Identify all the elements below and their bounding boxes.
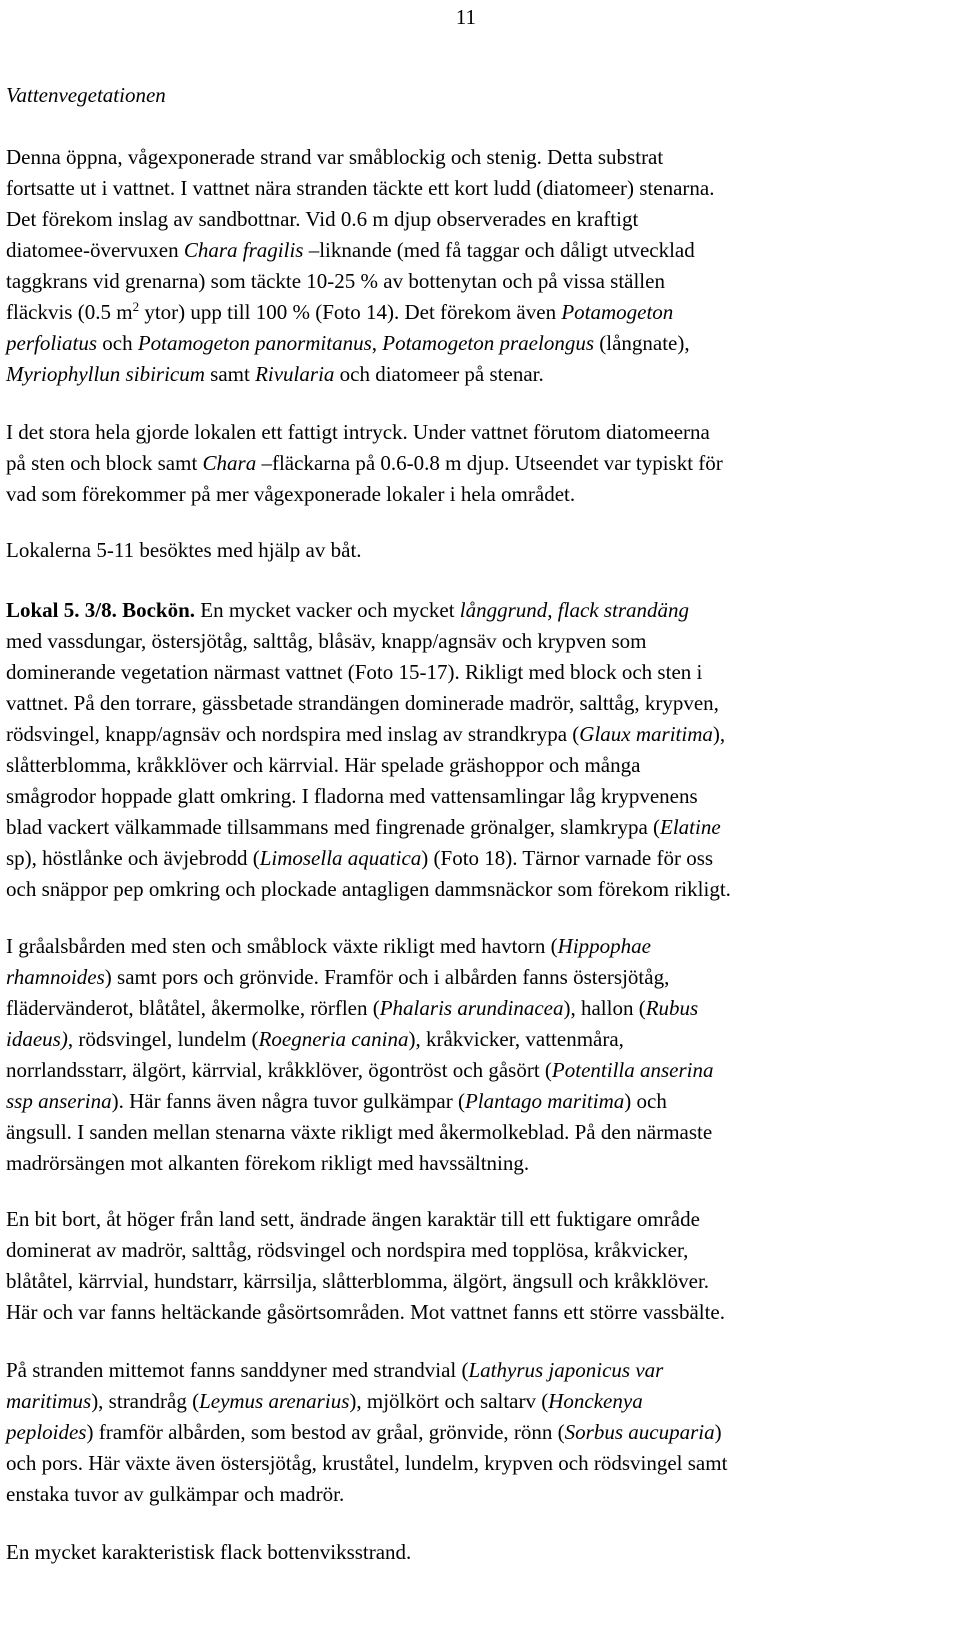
- text-run: och snäppor pep omkring och plockade antagligen dammsnäckor som förekom rikligt.: [6, 877, 731, 901]
- text-run: dominerande vegetation närmast vattnet (Foto 15-17). Rikligt med block och sten i: [6, 660, 703, 684]
- species-name: ssp anserina: [6, 1089, 112, 1113]
- text-run: blåtåtel, kärrvial, hundstarr, kärrsilja, slåtterblomma, älgört, ängsull och kråkklöver.: [6, 1269, 710, 1293]
- text-run: vad som förekommer på mer vågexponerade lokaler i hela området.: [6, 482, 576, 506]
- text-line: [6, 142, 960, 173]
- species-name: Leymus arenarius: [199, 1389, 350, 1413]
- text-line: [6, 1204, 960, 1235]
- text-line: [6, 1355, 960, 1386]
- text-line: [6, 595, 960, 626]
- text-run: ), hallon (: [563, 996, 646, 1020]
- text-run: Lokalerna 5-11 besöktes med hjälp av båt.: [6, 538, 362, 562]
- species-name: Hippophae: [557, 934, 651, 958]
- text-line: [6, 1479, 960, 1510]
- text-run: , rödsvingel, lundelm (: [67, 1027, 259, 1051]
- text-line: [6, 812, 960, 843]
- species-name: Plantago maritima: [464, 1089, 625, 1113]
- species-name: peploides: [6, 1420, 87, 1444]
- species-name: Phalaris arundinacea: [379, 996, 564, 1020]
- text-line: [6, 266, 960, 297]
- text-run: smågrodor hoppade glatt omkring. I fladorna med vattensamlingar låg krypvenens: [6, 784, 698, 808]
- text-run: och pors. Här växte även östersjötåg, kruståtel, lundelm, krypven och rödsvingel samt: [6, 1451, 728, 1475]
- species-name: Glaux maritima: [579, 722, 713, 746]
- text-run: ): [714, 1420, 722, 1444]
- paragraph-impression: [6, 417, 960, 510]
- text-run: –fläckarna på 0.6-0.8 m djup. Utseendet var typiskt för: [256, 451, 723, 475]
- paragraph-shore-substrate: [6, 142, 960, 390]
- text-run: På stranden mittemot fanns sanddyner med strandvial (: [6, 1358, 469, 1382]
- species-name: långgrund, flack strandäng: [459, 598, 690, 622]
- text-run: sp), höstlånke och ävjebrodd (: [6, 846, 260, 870]
- text-run: madrörsängen mot alkanten förekom rikligt med havssältning.: [6, 1151, 530, 1175]
- species-name: Potentilla anserina: [551, 1058, 714, 1082]
- text-line: [6, 1448, 960, 1479]
- text-line: [6, 1537, 960, 1568]
- page-number: 11: [455, 5, 476, 29]
- text-run: ), mjölkört och saltarv (: [349, 1389, 549, 1413]
- text-line: [6, 535, 960, 566]
- text-run: I det stora hela gjorde lokalen ett fattigt intryck. Under vattnet förutom diatomeerna: [6, 420, 710, 444]
- text-run: ) (Foto 18). Tärnor varnade för oss: [421, 846, 714, 870]
- text-run: ) och: [624, 1089, 667, 1113]
- text-line: [6, 1086, 960, 1117]
- text-run: på sten och block samt: [6, 451, 203, 475]
- text-line: [6, 719, 960, 750]
- species-name: Potamogeton: [561, 300, 674, 324]
- text-run: vattnet. På den torrare, gässbetade strandängen dominerade madrör, salttåg, krypven,: [6, 691, 719, 715]
- text-line: [6, 1297, 960, 1328]
- text-run: ). Här fanns även några tuvor gulkämpar (: [111, 1089, 465, 1113]
- text-run: med vassdungar, östersjötåg, salttåg, blåsäv, knapp/agnsäv och krypven som: [6, 629, 647, 653]
- paragraph-wetter-area: [6, 1204, 960, 1328]
- text-line: [6, 1148, 960, 1179]
- species-name: Lathyrus japonicus var: [468, 1358, 664, 1382]
- text-run: flädervänderot, blåtåtel, åkermolke, rörflen (: [6, 996, 380, 1020]
- text-line: [6, 1055, 960, 1086]
- species-name: Potamogeton praelongus: [382, 331, 594, 355]
- text-run: Det förekom inslag av sandbottnar. Vid 0.6 m djup observerades en kraftigt: [6, 207, 639, 231]
- paragraph-sand-dunes: [6, 1355, 960, 1510]
- species-name: Roegneria canina: [258, 1027, 409, 1051]
- paragraph-boat-visit: [6, 535, 960, 566]
- species-name: Rivularia: [255, 362, 335, 386]
- text-run: diatomee-övervuxen: [6, 238, 184, 262]
- text-run: En bit bort, åt höger från land sett, ändrade ängen karaktär till ett fuktigare område: [6, 1207, 700, 1231]
- species-name: Sorbus aucuparia: [564, 1420, 715, 1444]
- text-run: (långnate),: [594, 331, 690, 355]
- section-heading: Vattenvegetationen: [6, 83, 166, 107]
- text-run: blad vackert välkammade tillsammans med fingrenade grönalger, slamkrypa (: [6, 815, 661, 839]
- species-name: perfoliatus: [6, 331, 98, 355]
- text-line: [6, 781, 960, 812]
- paragraph-lokal-5: [6, 595, 960, 905]
- text-line: [6, 359, 960, 390]
- text-run: slåtterblomma, kråkklöver och kärrvial. Här spelade gräshoppor och många: [6, 753, 641, 777]
- text-line: [6, 1417, 960, 1448]
- text-run: Här och var fanns heltäckande gåsörtsområden. Mot vattnet fanns ett större vassbälte.: [6, 1300, 726, 1324]
- species-name: Chara fragilis: [183, 238, 304, 262]
- text-run: dominerat av madrör, salttåg, rödsvingel och nordspira med topplösa, kråkvicker,: [6, 1238, 689, 1262]
- text-run: fläckvis (0.5 m: [6, 300, 133, 324]
- text-line: [6, 479, 960, 510]
- text-line: [6, 750, 960, 781]
- text-run: I gråalsbården med sten och småblock växte rikligt med havtorn (: [6, 934, 558, 958]
- species-name: rhamnoides: [6, 965, 105, 989]
- species-name: maritimus: [6, 1389, 92, 1413]
- text-line: [6, 874, 960, 905]
- text-line: [6, 1117, 960, 1148]
- species-name: Elatine: [660, 815, 721, 839]
- paragraph-alder-belt: [6, 931, 960, 1179]
- text-run: enstaka tuvor av gulkämpar och madrör.: [6, 1482, 345, 1506]
- text-run: ,: [371, 331, 383, 355]
- text-line: [6, 1235, 960, 1266]
- text-run: ) framför albården, som bestod av gråal, grönvide, rönn (: [86, 1420, 565, 1444]
- text-line: [6, 448, 960, 479]
- species-name: Myriophyllun sibiricum: [6, 362, 205, 386]
- text-line: [6, 688, 960, 719]
- text-run: En mycket vacker och mycket: [195, 598, 460, 622]
- text-line: [6, 1386, 960, 1417]
- species-name: idaeus): [6, 1027, 68, 1051]
- species-name: Limosella aquatica: [259, 846, 422, 870]
- text-line: [6, 962, 960, 993]
- text-line: [6, 626, 960, 657]
- text-run: ytor) upp till 100 % (Foto 14). Det förekom även: [139, 300, 562, 324]
- text-line: [6, 1266, 960, 1297]
- text-line: [6, 417, 960, 448]
- text-line: [6, 173, 960, 204]
- text-line: [6, 297, 960, 328]
- text-run: ), kråkvicker, vattenmåra,: [408, 1027, 624, 1051]
- text-run: 2: [132, 299, 140, 314]
- text-run: ), strandråg (: [91, 1389, 200, 1413]
- text-line: [6, 1024, 960, 1055]
- text-line: [6, 993, 960, 1024]
- species-name: Honckenya: [548, 1389, 643, 1413]
- text-run: –liknande (med få taggar och dåligt utvecklad: [303, 238, 695, 262]
- text-line: [6, 235, 960, 266]
- text-run: En mycket karakteristisk flack bottenviksstrand.: [6, 1540, 412, 1564]
- text-run: och diatomeer på stenar.: [334, 362, 544, 386]
- text-line: [6, 931, 960, 962]
- text-run: rödsvingel, knapp/agnsäv och nordspira med inslag av strandkrypa (: [6, 722, 580, 746]
- species-name: Potamogeton panormitanus: [137, 331, 372, 355]
- text-line: [6, 204, 960, 235]
- species-name: Rubus: [645, 996, 699, 1020]
- lokal-heading: Lokal 5. 3/8. Bockön.: [6, 598, 196, 622]
- text-run: taggkrans vid grenarna) som täckte 10-25 % av bottenytan och på vissa ställen: [6, 269, 665, 293]
- text-run: ),: [712, 722, 726, 746]
- text-run: Denna öppna, vågexponerade strand var småblockig och stenig. Detta substrat: [6, 145, 664, 169]
- text-run: och: [97, 331, 138, 355]
- species-name: Chara: [202, 451, 257, 475]
- text-run: samt: [204, 362, 256, 386]
- text-line: [6, 843, 960, 874]
- text-run: ) samt pors och grönvide. Framför och i albården fanns östersjötåg,: [104, 965, 670, 989]
- text-run: norrlandsstarr, älgört, kärrvial, kråkklöver, ögontröst och gåsört (: [6, 1058, 552, 1082]
- text-line: [6, 657, 960, 688]
- text-run: fortsatte ut i vattnet. I vattnet nära stranden täckte ett kort ludd (diatomeer) stenarna.: [6, 176, 715, 200]
- text-line: [6, 328, 960, 359]
- text-run: ängsull. I sanden mellan stenarna växte rikligt med åkermolkeblad. På den närmaste: [6, 1120, 713, 1144]
- paragraph-conclusion: [6, 1537, 960, 1568]
